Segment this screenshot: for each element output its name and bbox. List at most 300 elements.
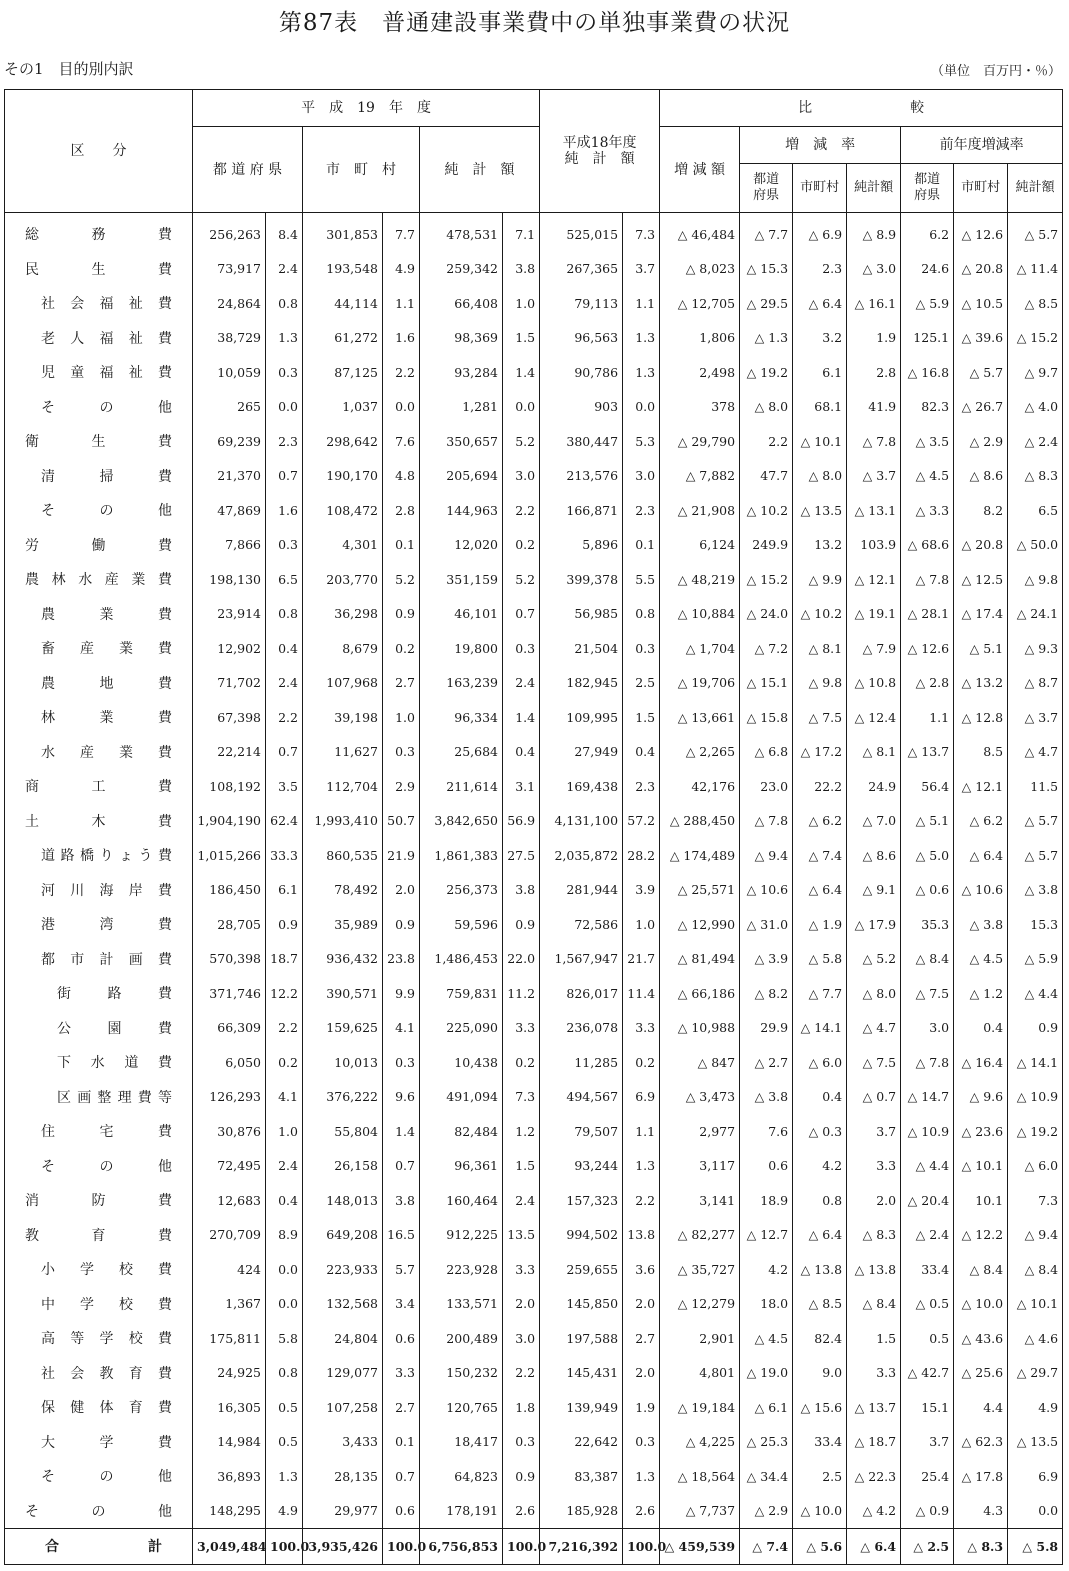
table-cell: △ 6.4 [793,1218,847,1253]
row-label-text: 公 園 費 [57,1020,172,1037]
row-label-text: 街 路 費 [57,986,172,1003]
table-cell: 18,417 [420,1425,503,1460]
row-label-text: 土 木 費 [25,813,172,830]
table-cell: △ 46,484 [660,213,740,252]
table-cell: △ 39.6 [954,321,1008,356]
row-label-text: 総 務 費 [25,227,172,244]
table-cell: △ 459,539 [660,1529,740,1565]
row-label-text: 農 業 費 [41,606,172,623]
table-cell: △ 288,450 [660,804,740,839]
table-cell: △ 2.4 [901,1218,954,1253]
table-cell: 0.3 [503,1425,540,1460]
table-cell: 0.8 [266,597,303,632]
table-cell: 259,342 [420,252,503,287]
row-label [5,321,193,356]
table-cell: △ 8.4 [1008,1252,1063,1287]
table-cell: 22.2 [793,769,847,804]
header-pref: 都 道 府 県 [193,127,303,213]
table-cell: 1.9 [623,1390,660,1425]
table-cell: 2,498 [660,355,740,390]
table-cell: △ 3.8 [740,1080,793,1115]
table-cell: △ 0.3 [793,1114,847,1149]
table-cell: 213,576 [540,459,623,494]
table-row [5,1149,1063,1184]
table-row [5,1218,1063,1253]
table-cell: △ 68.6 [901,528,954,563]
table-cell: △ 8.6 [847,838,901,873]
row-label [5,976,193,1011]
table-cell: △ 81,494 [660,942,740,977]
table-cell: △ 6.9 [793,213,847,252]
table-cell: △ 12.8 [954,700,1008,735]
row-label-text: そ の 他 [41,399,172,416]
table-cell: 3.3 [623,1011,660,1046]
table-row [5,1321,1063,1356]
table-cell: △ 10.1 [1008,1287,1063,1322]
table-cell: △ 7.5 [847,1045,901,1080]
table-cell: △ 7.8 [901,562,954,597]
table-cell: △ 19,706 [660,666,740,701]
table-cell: 1.4 [383,1114,420,1149]
table-cell: 0.6 [383,1494,420,1529]
table-cell: 2.2 [503,493,540,528]
table-cell: △ 4.5 [954,942,1008,977]
table-cell: △ 7.0 [847,804,901,839]
table-cell: △ 21,908 [660,493,740,528]
table-cell: △ 5.0 [901,838,954,873]
row-label-text: 都市計画費 [41,951,172,968]
table-cell: △ 66,186 [660,976,740,1011]
table-cell: △ 4.0 [1008,390,1063,425]
table-cell: 6.5 [266,562,303,597]
table-cell: △ 8.5 [793,1287,847,1322]
table-cell: 1.2 [503,1114,540,1149]
table-cell: 2.0 [383,873,420,908]
table-cell: 3,049,484 [193,1529,266,1565]
table-cell: △ 4.6 [1008,1321,1063,1356]
table-cell: 64,823 [420,1459,503,1494]
table-cell: △ 13.5 [1008,1425,1063,1460]
table-cell: 200,489 [420,1321,503,1356]
table-cell: 144,963 [420,493,503,528]
table-cell: 223,933 [303,1252,383,1287]
table-cell: 125.1 [901,321,954,356]
table-cell: 1.6 [266,493,303,528]
table-cell: 0.0 [266,1252,303,1287]
table-cell: △ 5.9 [901,286,954,321]
table-cell: △ 28.1 [901,597,954,632]
table-cell: 129,077 [303,1356,383,1391]
table-cell: 4.4 [954,1390,1008,1425]
table-cell: 12,902 [193,631,266,666]
table-cell: 145,431 [540,1356,623,1391]
row-label-text: 合 計 [45,1539,162,1556]
table-cell: 133,571 [420,1287,503,1322]
table-row [5,1183,1063,1218]
row-label-text: 小学校費 [41,1262,172,1279]
table-cell: △ 8.9 [847,213,901,252]
table-cell: 10,013 [303,1045,383,1080]
table-cell: △ 2.8 [901,666,954,701]
table-cell: △ 5.1 [901,804,954,839]
table-cell: 96,563 [540,321,623,356]
row-label-text: 下水道費 [57,1055,172,1072]
row-label [5,252,193,287]
table-cell: 42,176 [660,769,740,804]
header-prev-net: 純計額 [1008,164,1063,213]
table-cell: △ 26.7 [954,390,1008,425]
table-cell: △ 12.1 [954,769,1008,804]
row-label [5,1321,193,1356]
table-cell: △ 0.5 [901,1287,954,1322]
table-cell: △ 24.0 [740,597,793,632]
table-cell: 9.0 [793,1356,847,1391]
table-cell: 4.2 [793,1149,847,1184]
table-cell: △ 3.7 [1008,700,1063,735]
table-cell: △ 12,990 [660,907,740,942]
table-cell: 0.0 [623,390,660,425]
table-cell: 2.3 [266,424,303,459]
table-cell: 5.5 [623,562,660,597]
table-cell: △ 3.0 [847,252,901,287]
table-cell: 3.7 [901,1425,954,1460]
table-cell: 1.5 [503,1149,540,1184]
row-label [5,528,193,563]
header-prev-rate: 前年度増減率 [901,127,1063,164]
table-cell: △ 8,023 [660,252,740,287]
table-cell: 378 [660,390,740,425]
table-cell: 494,567 [540,1080,623,1115]
table-row [5,355,1063,390]
table-row [5,424,1063,459]
table-cell: 132,568 [303,1287,383,1322]
table-cell: △ 7,882 [660,459,740,494]
table-cell: 1.1 [383,286,420,321]
table-cell: 2,035,872 [540,838,623,873]
table-cell: △ 8.7 [1008,666,1063,701]
table-cell: 259,655 [540,1252,623,1287]
table-cell: 46,101 [420,597,503,632]
row-label-text: そ の 他 [25,1503,172,1520]
table-cell: △ 25.3 [740,1425,793,1460]
table-cell: 0.1 [383,528,420,563]
table-row [5,321,1063,356]
table-cell: 3.0 [901,1011,954,1046]
table-cell: 96,361 [420,1149,503,1184]
table-cell: △ 1.2 [954,976,1008,1011]
table-cell: △ 43.6 [954,1321,1008,1356]
table-cell: △ 9.4 [740,838,793,873]
table-cell: △ 7.8 [901,1045,954,1080]
table-cell: 33.3 [266,838,303,873]
table-cell: △ 16.4 [954,1045,1008,1080]
table-cell: 145,850 [540,1287,623,1322]
table-cell: △ 50.0 [1008,528,1063,563]
table-cell: 108,472 [303,493,383,528]
table-cell: 1.4 [503,355,540,390]
table-cell: △ 5.8 [1008,1529,1063,1565]
table-cell: 936,432 [303,942,383,977]
row-label-text: 清 掃 費 [41,468,172,485]
table-cell: △ 6.4 [793,873,847,908]
table-cell: 66,408 [420,286,503,321]
table-cell: 33.4 [901,1252,954,1287]
table-cell: △ 14.1 [793,1011,847,1046]
table-cell: △ 8.4 [847,1287,901,1322]
table-cell: 3.4 [383,1287,420,1322]
table-cell: 16.5 [383,1218,420,1253]
table-cell: △ 7.4 [740,1529,793,1565]
table-cell: △ 7.5 [793,700,847,735]
table-cell: 24.9 [847,769,901,804]
table-cell: △ 15.3 [740,252,793,287]
row-label-text: そ の 他 [41,1469,172,1486]
table-row [5,700,1063,735]
table-cell: △ 4.5 [740,1321,793,1356]
table-cell: 2.2 [266,700,303,735]
table-cell: △ 4.4 [901,1149,954,1184]
table-cell: △ 29,790 [660,424,740,459]
table-cell: △ 18.7 [847,1425,901,1460]
table-row [5,1356,1063,1391]
table-cell: 178,191 [420,1494,503,1529]
table-cell: △ 15.2 [1008,321,1063,356]
row-label-text: 教 育 費 [25,1227,172,1244]
row-label [5,769,193,804]
table-cell: 14,984 [193,1425,266,1460]
table-cell: 3.3 [383,1356,420,1391]
table-cell: △ 9.9 [793,562,847,597]
row-label [5,1045,193,1080]
table-cell: △ 42.7 [901,1356,954,1391]
table-cell: △ 5.6 [793,1529,847,1565]
table-row [5,735,1063,770]
table-cell: 3.3 [847,1356,901,1391]
table-cell: 478,531 [420,213,503,252]
table-cell: △ 6.4 [954,838,1008,873]
table-cell: 4.3 [954,1494,1008,1529]
table-cell: 351,159 [420,562,503,597]
table-cell: △ 0.9 [901,1494,954,1529]
table-cell: 126,293 [193,1080,266,1115]
table-cell: △ 8.5 [1008,286,1063,321]
table-cell: 68.1 [793,390,847,425]
table-cell: △ 12,705 [660,286,740,321]
table-cell: 1.3 [623,355,660,390]
table-cell: 7.3 [1008,1183,1063,1218]
table-cell: 41.9 [847,390,901,425]
table-cell: 0.2 [383,631,420,666]
header-rate-pref: 都道 府県 [740,164,793,213]
table-cell: 69,239 [193,424,266,459]
table-cell: △ 8.3 [954,1529,1008,1565]
row-label-text: 港 湾 費 [41,917,172,934]
table-cell: 2.4 [266,1149,303,1184]
row-label-text: そ の 他 [41,1158,172,1175]
table-cell: 7,866 [193,528,266,563]
table-cell: 0.1 [623,528,660,563]
table-cell: 25.4 [901,1459,954,1494]
row-label [5,459,193,494]
table-cell: △ 8.4 [954,1252,1008,1287]
table-cell: 23.8 [383,942,420,977]
table-cell: 2.7 [383,666,420,701]
table-cell: 0.9 [503,907,540,942]
table-cell: 1.3 [623,321,660,356]
table-cell: △ 5.8 [793,942,847,977]
header-prev-muni: 市町村 [954,164,1008,213]
row-label-text: 商 工 費 [25,779,172,796]
table-cell: 78,492 [303,873,383,908]
table-cell: 10,438 [420,1045,503,1080]
table-cell: 29.9 [740,1011,793,1046]
table-cell: △ 14.1 [1008,1045,1063,1080]
table-cell: 12.2 [266,976,303,1011]
table-row [5,1287,1063,1322]
table-cell: 186,450 [193,873,266,908]
row-label [5,1114,193,1149]
table-cell: 256,373 [420,873,503,908]
table-cell: △ 4.2 [847,1494,901,1529]
table-cell: 994,502 [540,1218,623,1253]
table-cell: 205,694 [420,459,503,494]
table-cell: △ 15.8 [740,700,793,735]
table-cell: 6,756,853 [420,1529,503,1565]
table-cell: 1.1 [623,286,660,321]
table-cell: 371,746 [193,976,266,1011]
row-label [5,942,193,977]
table-cell: △ 174,489 [660,838,740,873]
row-label [5,1011,193,1046]
table-cell: 160,464 [420,1183,503,1218]
row-label-text: 住 宅 費 [41,1124,172,1141]
table-cell: 6.9 [1008,1459,1063,1494]
table-cell: 1.8 [503,1390,540,1425]
table-cell: 0.7 [266,735,303,770]
table-row [5,942,1063,977]
table-cell: 3.8 [383,1183,420,1218]
table-row [5,493,1063,528]
table-cell: 0.7 [383,1459,420,1494]
table-cell: 203,770 [303,562,383,597]
table-cell: △ 9.6 [954,1080,1008,1115]
table-cell: 1.0 [503,286,540,321]
row-label-text: 河川海岸費 [41,882,172,899]
table-cell: 0.7 [383,1149,420,1184]
table-cell: △ 7.9 [847,631,901,666]
table-cell: △ 16.8 [901,355,954,390]
header-rate-net: 純計額 [847,164,901,213]
table-cell: △ 10.2 [740,493,793,528]
table-cell: 1.3 [623,1149,660,1184]
table-cell: 3,117 [660,1149,740,1184]
table-cell: △ 34.4 [740,1459,793,1494]
row-label [5,1252,193,1287]
table-cell: △ 12.6 [954,213,1008,252]
table-cell: 1,567,947 [540,942,623,977]
table-cell: 79,113 [540,286,623,321]
table-cell: △ 5.1 [954,631,1008,666]
table-cell: 3.8 [503,252,540,287]
table-cell: 0.4 [954,1011,1008,1046]
total-row [5,1529,1063,1565]
table-cell: 4,301 [303,528,383,563]
row-label [5,666,193,701]
table-cell: 61,272 [303,321,383,356]
row-label-text: 農林水産業費 [25,572,172,589]
table-cell: 1.1 [901,700,954,735]
table-cell: △ 5.7 [1008,838,1063,873]
table-cell: 1.0 [266,1114,303,1149]
table-cell: 2.4 [266,666,303,701]
table-cell: △ 7,737 [660,1494,740,1529]
table-cell: 24,804 [303,1321,383,1356]
table-cell: △ 6.2 [793,804,847,839]
table-cell: △ 20.8 [954,528,1008,563]
table-cell: 5.3 [623,424,660,459]
header-prev-pref: 都道 府県 [901,164,954,213]
table-cell: 5.2 [503,562,540,597]
table-cell: 7.7 [383,213,420,252]
table-cell: 1,486,453 [420,942,503,977]
table-cell: 0.7 [266,459,303,494]
table-cell: 9.6 [383,1080,420,1115]
row-label-text: 保健体育費 [41,1400,172,1417]
table-cell: 82.3 [901,390,954,425]
table-cell: △ 16.1 [847,286,901,321]
table-cell: △ 9.8 [1008,562,1063,597]
table-cell: 21,504 [540,631,623,666]
table-cell: △ 1.3 [740,321,793,356]
table-cell: 301,853 [303,213,383,252]
table-cell: 6,050 [193,1045,266,1080]
table-cell: 4.2 [740,1252,793,1287]
table-row [5,1045,1063,1080]
table-cell: 2.4 [266,252,303,287]
table-cell: △ 0.7 [847,1080,901,1115]
table-cell: 21,370 [193,459,266,494]
row-label-text: 社会福祉費 [41,296,172,313]
table-cell: 1.0 [383,700,420,735]
table-cell: △ 6.4 [793,286,847,321]
table-cell: 4.9 [383,252,420,287]
table-cell: △ 9.7 [1008,355,1063,390]
table-cell: △ 23.6 [954,1114,1008,1149]
table-row [5,666,1063,701]
table-cell: 8.4 [266,213,303,252]
table-cell: 525,015 [540,213,623,252]
table-cell: 10,059 [193,355,266,390]
table-cell: △ 19.0 [740,1356,793,1391]
table-cell: △ 10.6 [740,873,793,908]
table-cell: 36,893 [193,1459,266,1494]
table-cell: 197,588 [540,1321,623,1356]
table-cell: △ 19.1 [847,597,901,632]
row-label [5,597,193,632]
table-cell: 50.7 [383,804,420,839]
table-cell: 71,702 [193,666,266,701]
table-cell: △ 7.8 [740,804,793,839]
table-cell: 163,239 [420,666,503,701]
table-cell: 72,586 [540,907,623,942]
row-label [5,1287,193,1322]
table-cell: △ 17.4 [954,597,1008,632]
row-label-text: そ の 他 [41,503,172,520]
table-row [5,1459,1063,1494]
row-label-text: 道路橋りょう費 [41,848,172,865]
table-cell: 100.0 [623,1529,660,1565]
table-cell: 73,917 [193,252,266,287]
